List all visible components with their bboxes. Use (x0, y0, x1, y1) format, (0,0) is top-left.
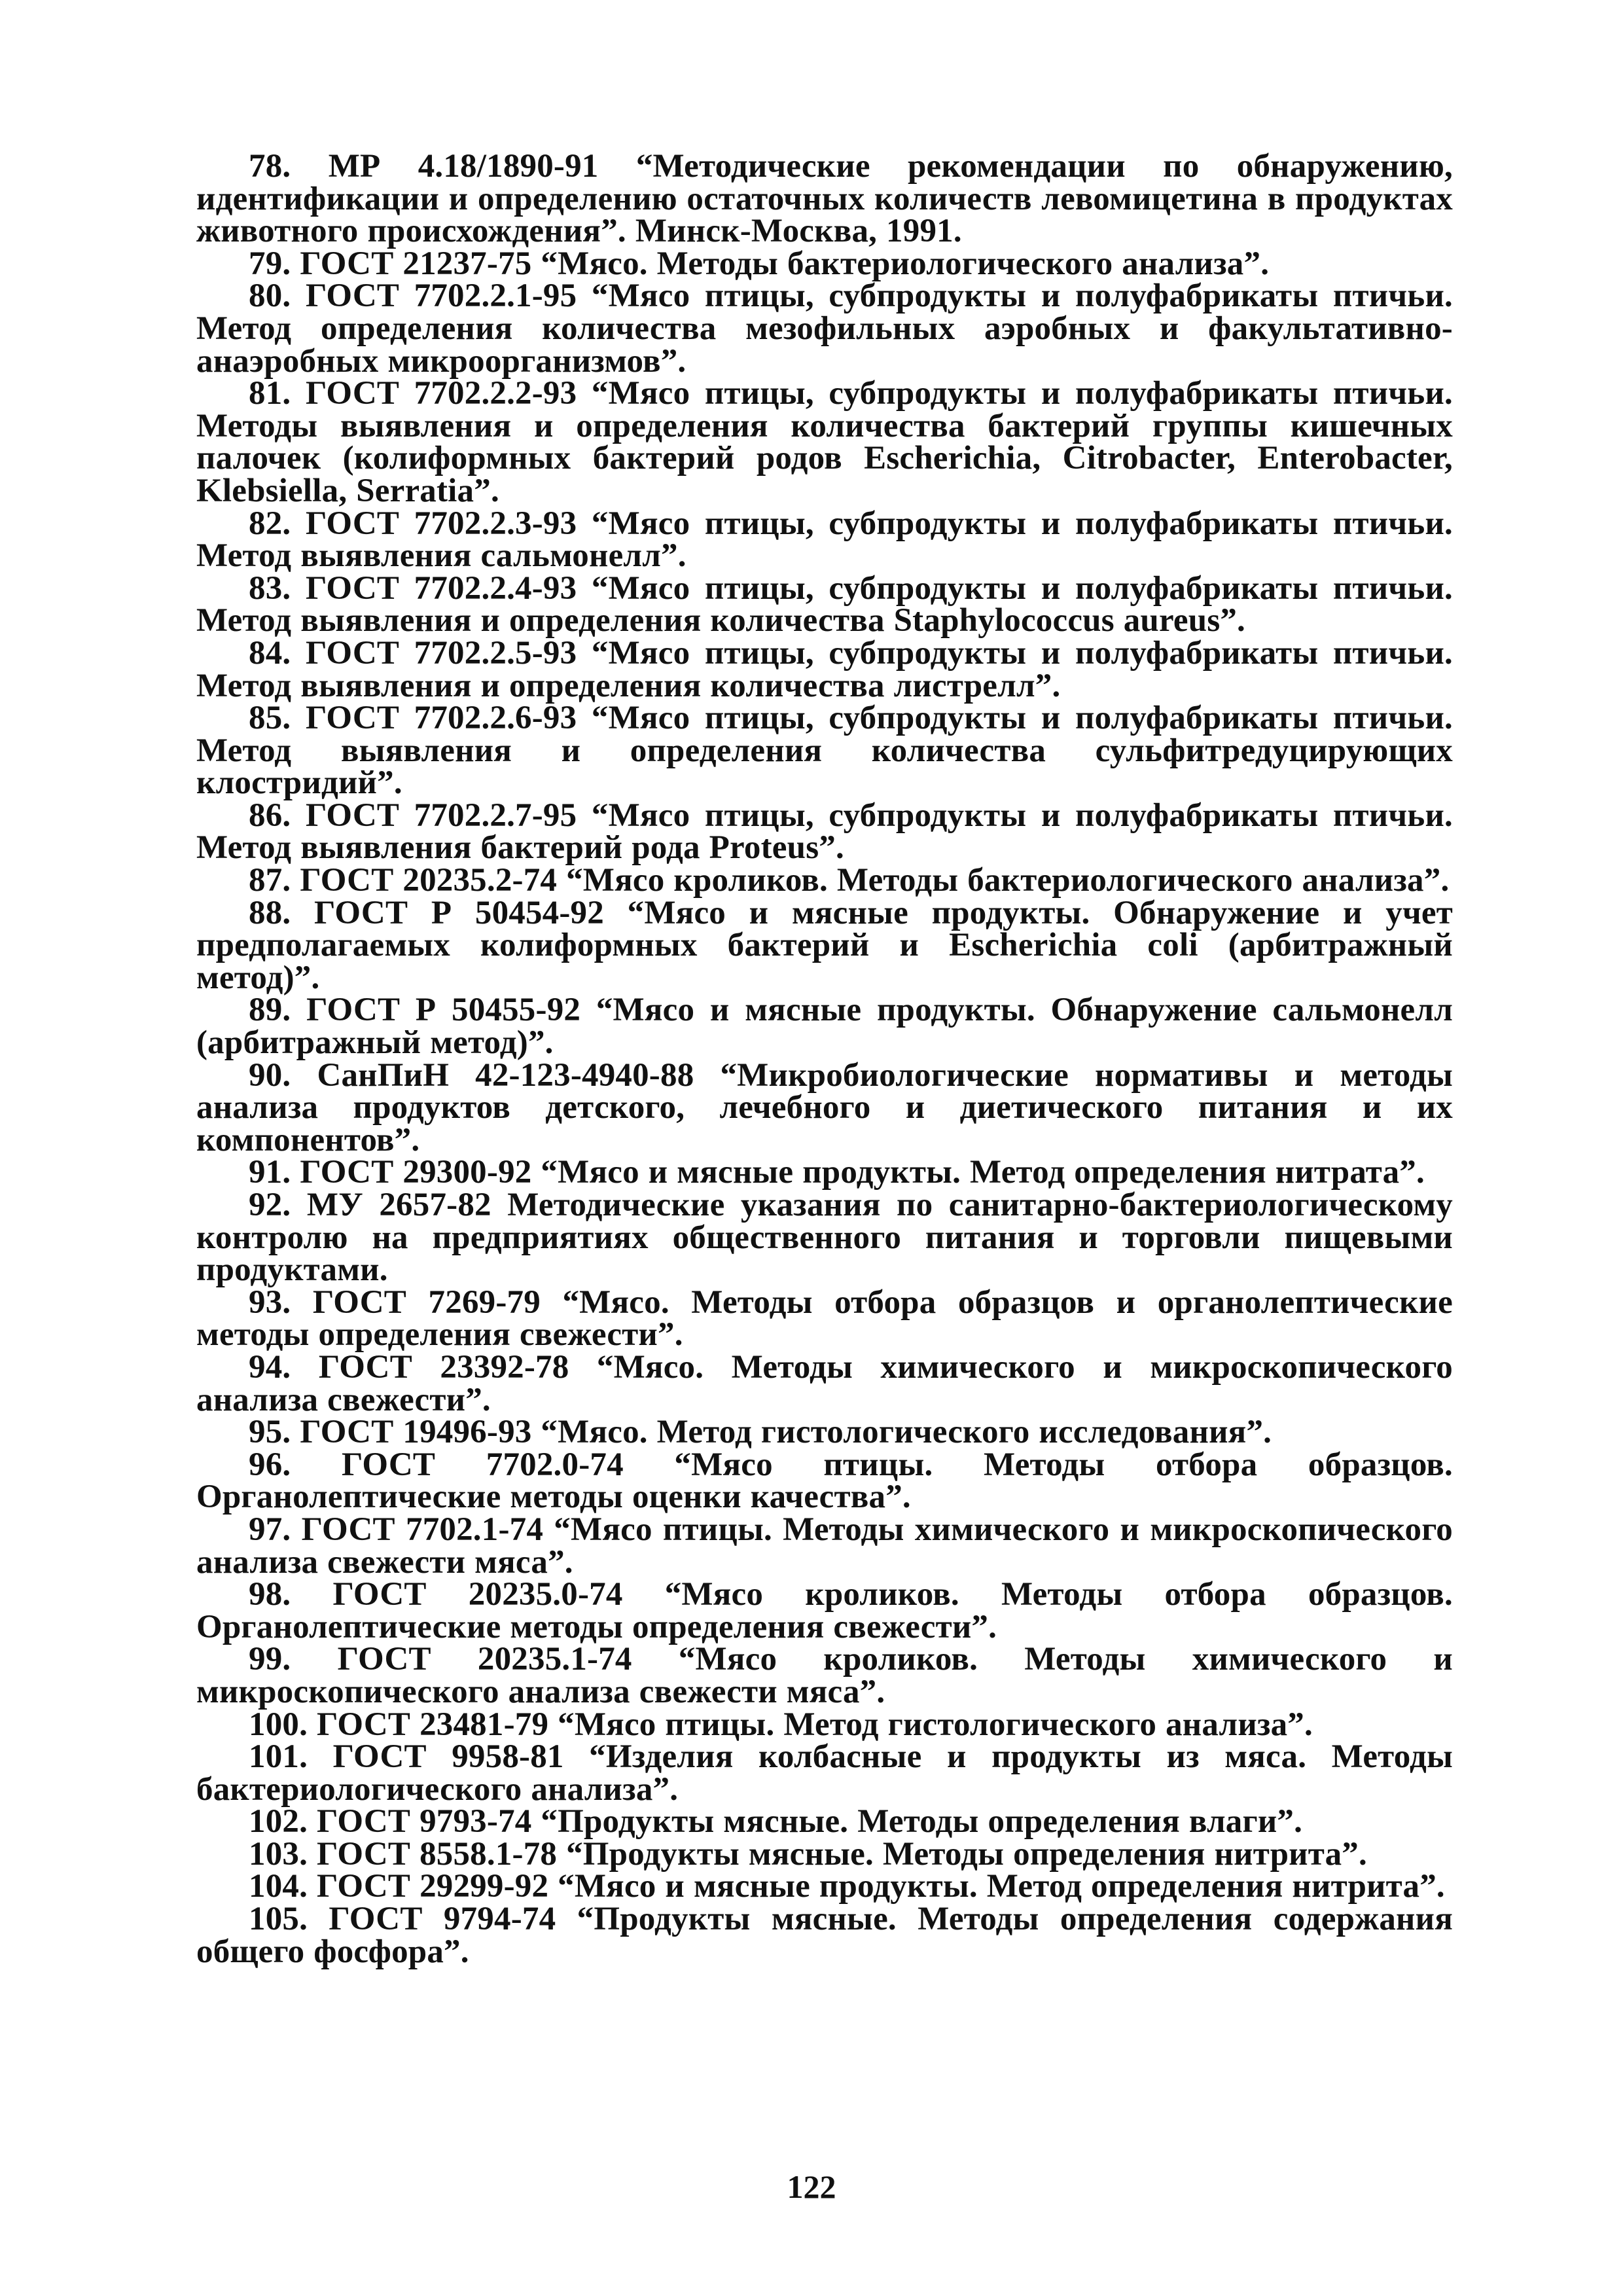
reference-number: 88. (249, 894, 291, 931)
reference-entry-97 (196, 1511, 1453, 1581)
reference-text: МР 4.18/1890-91 “Методические рекомендации по обнаружению, идентификации и определению остаточных количеств левомицетина в продуктах животного происхождения”. Минск-Москва, 1991. (196, 148, 1454, 250)
reference-text: ГОСТ 7702.0-74 “Мясо птицы. Методы отбора образцов. Органолептические методы оценки качества”. (196, 1446, 1453, 1516)
reference-entry-90 (196, 1056, 1453, 1158)
reference-list (196, 148, 1454, 1970)
page-number: 122 (787, 2168, 836, 2205)
reference-entry-100 (196, 1706, 1453, 1743)
reference-entry-103 (196, 1835, 1453, 1873)
reference-number: 86. (249, 797, 291, 834)
reference-number: 80. (249, 278, 291, 315)
reference-text: ГОСТ 7702.1-74 “Мясо птицы. Методы химического и микроскопического анализа свежести мяса”. (196, 1511, 1453, 1581)
reference-entry-92 (196, 1189, 1453, 1287)
reference-entry-87 (196, 862, 1453, 899)
reference-text: ГОСТ Р 50455-92 “Мясо и мясные продукты. Обнаружение сальмонелл (арбитражный метод)”. (196, 992, 1454, 1062)
reference-number: 100. (249, 1706, 308, 1743)
reference-number: 94. (249, 1348, 291, 1386)
reference-entry-81 (196, 375, 1454, 509)
reference-number: 92. (249, 1187, 291, 1223)
reference-entry-80 (196, 280, 1453, 378)
reference-entry-89 (196, 992, 1454, 1062)
reference-entry-84 (196, 634, 1454, 704)
reference-text: ГОСТ 9794-74 “Продукты мясные. Методы определения содержания общего фосфора”. (196, 1901, 1454, 1970)
reference-entry-93 (196, 1283, 1453, 1354)
reference-entry-91 (196, 1154, 1453, 1191)
reference-text: ГОСТ 7269-79 “Мясо. Методы отбора образцов и органолептические методы определения свежести”. (196, 1283, 1453, 1354)
reference-entry-79 (196, 245, 1453, 282)
reference-entry-98 (196, 1576, 1454, 1645)
reference-text: ГОСТ 20235.2-74 “Мясо кроликов. Методы бактериологического анализа”. (300, 862, 1450, 899)
reference-number: 99. (249, 1641, 291, 1678)
reference-text: ГОСТ 7702.2.5-93 “Мясо птицы, субпродукты и полуфабрикаты птичьи. Метод выявления и определения количества листрелл”. (196, 634, 1454, 704)
reference-text: МУ 2657-82 Методические указания по санитарно-бактериологическому контролю на предприятиях общественного питания и торговли пищевыми продуктами. (196, 1187, 1453, 1289)
reference-entry-104 (196, 1868, 1453, 1905)
reference-text: ГОСТ 9958-81 “Изделия колбасные и продукты из мяса. Методы бактериологического анализа”. (196, 1738, 1453, 1808)
reference-number: 89. (249, 992, 291, 1029)
reference-entry-78 (196, 148, 1454, 250)
reference-number: 96. (249, 1446, 291, 1483)
reference-text: ГОСТ 7702.2.2-93 “Мясо птицы, субпродукты и полуфабрикаты птичьи. Методы выявления и определения количества бактерий группы кишечных палочек (колиформных бактерий родов Escherichia, Citrobacter, Enterobacter, Klebsiella, Serratia”. (196, 375, 1454, 509)
reference-number: 98. (249, 1576, 291, 1613)
reference-number: 78. (249, 148, 291, 185)
document-page (196, 148, 1454, 1970)
reference-entry-82 (196, 505, 1454, 575)
reference-text: ГОСТ 21237-75 “Мясо. Методы бактериологического анализа”. (300, 245, 1270, 282)
reference-text: ГОСТ 29300-92 “Мясо и мясные продукты. Метод определения нитрата”. (300, 1154, 1425, 1191)
reference-entry-95 (196, 1416, 1453, 1449)
reference-number: 102. (249, 1803, 308, 1840)
reference-number: 82. (249, 505, 291, 542)
reference-number: 91. (249, 1154, 291, 1191)
reference-text: ГОСТ 7702.2.1-95 “Мясо птицы, субпродукты и полуфабрикаты птичьи. Метод определения количества мезофильных аэробных и факультативно-анаэробных микроорганизмов”. (196, 278, 1454, 380)
reference-number: 101. (249, 1738, 308, 1776)
reference-text: СанПиН 42-123-4940-88 “Микробиологические нормативы и методы анализа продуктов детского, лечебного и диетического питания и их компонентов”. (196, 1056, 1453, 1158)
reference-entry-96 (196, 1446, 1453, 1516)
reference-text: ГОСТ Р 50454-92 “Мясо и мясные продукты. Обнаружение и учет предполагаемых колиформных бактерий и Escherichia coli (арбитражный метод)”. (196, 894, 1453, 996)
reference-text: ГОСТ 23392-78 “Мясо. Методы химического и микроскопического анализа свежести”. (196, 1348, 1454, 1418)
reference-text: ГОСТ 8558.1-78 “Продукты мясные. Методы определения нитрита”. (317, 1835, 1367, 1873)
reference-number: 81. (249, 375, 291, 412)
reference-text: ГОСТ 29299-92 “Мясо и мясные продукты. Метод определения нитрита”. (317, 1868, 1445, 1905)
reference-number: 104. (249, 1868, 308, 1905)
reference-text: ГОСТ 23481-79 “Мясо птицы. Метод гистологического анализа”. (317, 1706, 1313, 1743)
reference-text: ГОСТ 19496-93 “Мясо. Метод гистологического исследования”. (300, 1414, 1272, 1451)
reference-number: 97. (249, 1511, 291, 1548)
reference-entry-99 (196, 1643, 1453, 1708)
reference-number: 84. (249, 634, 291, 672)
reference-number: 90. (249, 1056, 291, 1094)
reference-entry-102 (196, 1803, 1453, 1840)
reference-number: 83. (249, 569, 291, 607)
reference-number: 93. (249, 1283, 291, 1321)
reference-text: ГОСТ 7702.2.3-93 “Мясо птицы, субпродукты и полуфабрикаты птичьи. Метод выявления сальмонелл”. (196, 505, 1454, 575)
reference-number: 79. (249, 245, 291, 282)
reference-entry-101 (196, 1738, 1453, 1808)
reference-text: ГОСТ 7702.2.7-95 “Мясо птицы, субпродукты и полуфабрикаты птичьи. Метод выявления бактерий рода Proteus”. (196, 797, 1454, 867)
reference-text: ГОСТ 9793-74 “Продукты мясные. Методы определения влаги”. (317, 1803, 1303, 1840)
reference-text: ГОСТ 7702.2.6-93 “Мясо птицы, субпродукты и полуфабрикаты птичьи. Метод выявления и определения количества сульфитредуцирующих клостридий”. (196, 700, 1454, 802)
reference-entry-83 (196, 569, 1454, 639)
reference-entry-86 (196, 797, 1454, 867)
reference-number: 105. (249, 1901, 308, 1938)
reference-entry-88 (196, 894, 1453, 996)
reference-number: 85. (249, 700, 291, 737)
reference-text: ГОСТ 7702.2.4-93 “Мясо птицы, субпродукты и полуфабрикаты птичьи. Метод выявления и определения количества Staphylococcus aureus”. (196, 569, 1454, 639)
reference-text: ГОСТ 20235.0-74 “Мясо кроликов. Методы отбора образцов. Органолептические методы определения свежести”. (196, 1576, 1454, 1645)
reference-number: 87. (249, 862, 291, 899)
reference-entry-94 (196, 1348, 1454, 1418)
reference-text: ГОСТ 20235.1-74 “Мясо кроликов. Методы химического и микроскопического анализа свежести мяса”. (196, 1641, 1454, 1710)
reference-number: 95. (249, 1414, 291, 1451)
reference-number: 103. (249, 1835, 308, 1873)
reference-entry-105 (196, 1903, 1453, 1968)
reference-entry-85 (196, 702, 1453, 800)
